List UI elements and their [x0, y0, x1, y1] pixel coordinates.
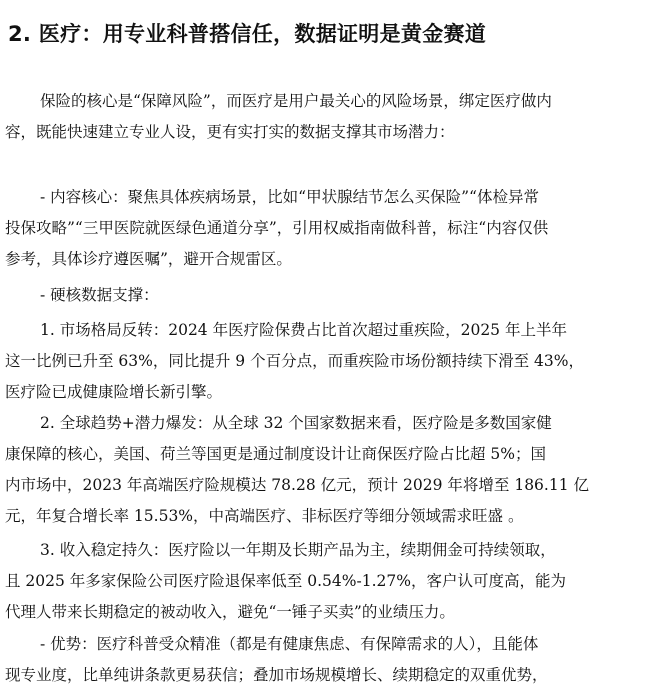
text-line: 元，年复合增长率 15.53%，中高端医疗、非标医疗等细分领域需求旺盛 。	[5, 507, 524, 525]
text-line: 这一比例已升至 63%，同比提升 9 个百分点，而重疾险市场份额持续下滑至 43%，	[5, 352, 584, 370]
text-line: - 内容核心：聚焦具体疾病场景，比如“甲状腺结节怎么买保险”“体检异常	[40, 188, 539, 206]
point-2-paragraph	[5, 408, 641, 532]
text-line: 代理人带来长期稳定的被动收入，避免“一锤子买卖”的业绩压力。	[5, 603, 455, 621]
text-line: 3. 收入稳定持久：医疗险以一年期及长期产品为主，续期佣金可持续领取，	[40, 541, 556, 559]
text-line: 内市场中，2023 年高端医疗险规模达 78.28 亿元，预计 2029 年将增至 186.11 亿	[5, 476, 589, 494]
text-line: - 硬核数据支撑：	[40, 286, 159, 304]
text-line: 康保障的核心，美国、荷兰等国更是通过制度设计让商保医疗险占比超 5%；国	[5, 445, 547, 463]
advantage-paragraph	[5, 629, 641, 691]
point-1-paragraph	[5, 315, 641, 408]
data-support-heading	[5, 280, 641, 311]
intro-paragraph	[5, 86, 641, 148]
text-line: 1. 市场格局反转：2024 年医疗险保费占比首次超过重疾险，2025 年上半年	[40, 321, 567, 339]
text-line: 2. 全球趋势+潜力爆发：从全球 32 个国家数据来看，医疗险是多数国家健	[40, 414, 552, 432]
text-line: 投保攻略”“三甲医院就医绿色通道分享”，引用权威指南做科普，标注“内容仅供	[5, 219, 549, 237]
text-line: 保险的核心是“保障风险”，而医疗是用户最关心的风险场景，绑定医疗做内	[40, 92, 552, 110]
point-3-paragraph	[5, 535, 641, 628]
text-line: 参考，具体诊疗遵医嘱”，避开合规雷区。	[5, 250, 292, 268]
section-heading: 2. 医疗：用专业科普搭信任，数据证明是黄金赛道	[8, 22, 487, 46]
text-line: - 优势：医疗科普受众精准（都是有健康焦虑、有保障需求的人），且能体	[40, 635, 539, 653]
text-line: 现专业度，比单纯讲条款更易获信；叠加市场规模增长、续期稳定的双重优势，	[5, 666, 548, 684]
text-line: 医疗险已成健康险增长新引擎。	[5, 383, 223, 401]
text-line: 容，既能快速建立专业人设，更有实打实的数据支撑其市场潜力：	[5, 123, 455, 141]
content-core-paragraph	[5, 182, 641, 275]
text-line: 且 2025 年多家保险公司医疗险退保率低至 0.54%-1.27%，客户认可度高，能为	[5, 572, 566, 590]
